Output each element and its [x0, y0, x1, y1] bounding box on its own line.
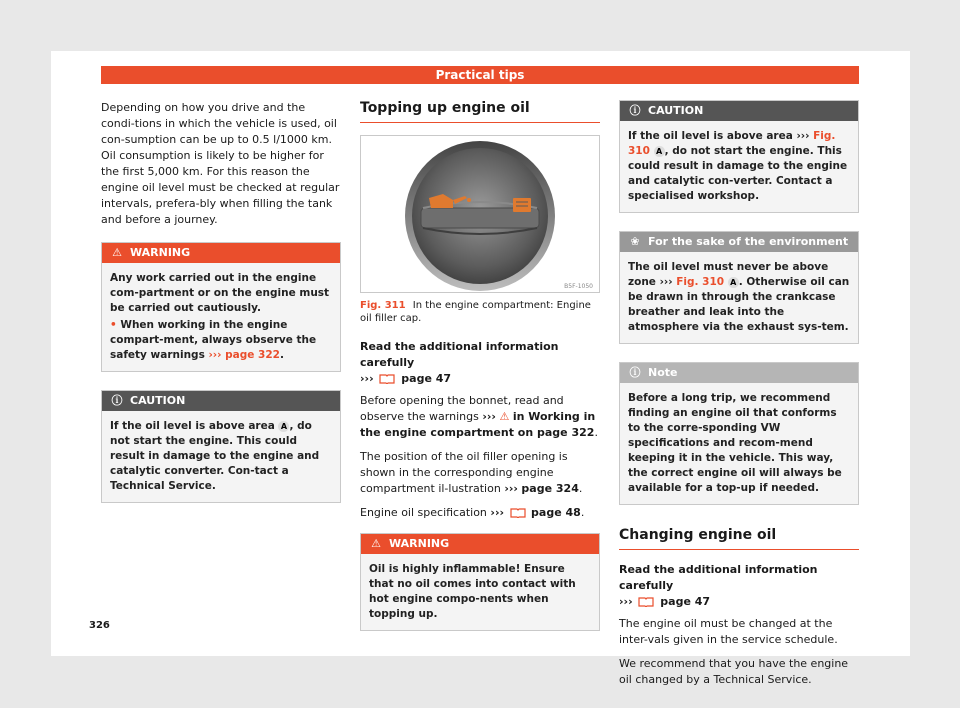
paragraph-change-intervals: The engine oil must be changed at the inter-vals given in the service schedule.: [619, 617, 838, 646]
zone-a-marker: A: [654, 146, 665, 157]
environment-text-a: The oil level must never be above zone: [628, 261, 829, 288]
figure-number: Fig. 311: [360, 300, 406, 311]
note-icon: ⓘ: [629, 366, 641, 379]
environment-icon: ❀: [630, 235, 640, 248]
figure-caption-text: In the engine compartment: Engine oil filler cap.: [360, 300, 591, 324]
caution-title: CAUTION: [648, 104, 704, 117]
fig-310-link[interactable]: Fig. 310: [676, 276, 725, 288]
column-right: [619, 100, 859, 696]
manual-icon: [513, 198, 531, 212]
caution-body: [620, 121, 858, 212]
warning-text: Any work carried out in the engine com-partment or on the engine must be carried out cautiously.: [110, 272, 330, 314]
arrow-icon: ›››: [659, 276, 673, 288]
note-box: [619, 362, 859, 505]
caution-circle-icon: ⓘ: [111, 394, 123, 407]
caution-title: CAUTION: [130, 394, 186, 407]
working-engine-link[interactable]: in Working in the engine compartment on page 322: [360, 410, 596, 439]
book-reference-icon: [638, 597, 654, 607]
period: .: [594, 426, 598, 439]
arrow-icon: ›››: [360, 372, 374, 385]
page-48-link[interactable]: page 48: [531, 506, 581, 519]
book-reference-icon: [510, 508, 526, 518]
arrow-icon: ›››: [482, 410, 496, 423]
section-heading-topping-up: Topping up engine oil: [360, 100, 600, 123]
environment-title: For the sake of the environment: [648, 235, 849, 248]
note-title: Note: [648, 366, 678, 379]
warning-triangle-icon: ⚠: [499, 410, 510, 423]
caution-header: [620, 101, 858, 121]
read-more-line: [360, 339, 600, 387]
arrow-icon: ›››: [796, 130, 810, 142]
intro-paragraph: Depending on how you drive and the condi-tions in which the vehicle is used, oil con-sumption can be up to 0.5 l/1000 km. Oil consumption is likely to be higher for the first 5,000 km. For this reason the engine oil level must be checked at regular intervals, prefera-bly when filling the tank and before a journey.: [101, 101, 340, 226]
caution-box-right: [619, 100, 859, 213]
oil-cap-illustration: [361, 136, 599, 292]
environment-header: [620, 232, 858, 252]
zone-a-marker: A: [278, 421, 289, 432]
zone-a-marker: A: [728, 277, 739, 288]
caution-text-a: If the oil level is above area: [110, 420, 275, 432]
period: .: [580, 506, 585, 519]
read-more-text: Read the additional information carefully: [619, 563, 818, 592]
page-47-link[interactable]: page 47: [660, 595, 711, 608]
warning-bullet-text: When working in the engine compart-ment, always observe the safety warnings: [110, 319, 317, 361]
caution-text-b: , do not start the engine. This could result in damage to the engine and catalytic converter. Con-tact a Technical Service.: [110, 420, 320, 492]
warning-triangle-icon: ⚠: [371, 537, 381, 550]
arrow-icon: ›››: [504, 482, 518, 495]
paragraph-oil-spec: [360, 505, 600, 521]
caution-text-b: , do not start the engine. This could result in damage to the engine and catalytic con-verter. Contact a specialised workshop.: [628, 145, 848, 202]
paragraph-bonnet: [360, 393, 600, 441]
warning-body: [102, 263, 340, 371]
warning-triangle-icon: ⚠: [112, 246, 122, 259]
read-more-line: [619, 562, 859, 610]
page-324-link[interactable]: page 324: [521, 482, 579, 495]
caution-header: [102, 391, 340, 411]
column-left: [101, 100, 341, 521]
section-heading-changing-oil: Changing engine oil: [619, 527, 859, 550]
note-header: [620, 363, 858, 383]
environment-box: [619, 231, 859, 344]
paragraph-filler-position: [360, 449, 600, 497]
caution-text-a: If the oil level is above area: [628, 130, 793, 142]
section-header: Practical tips: [101, 66, 859, 84]
arrow-icon: ›››: [208, 349, 222, 361]
caution-box: [101, 390, 341, 503]
warning-title: WARNING: [130, 246, 191, 259]
warning-box-oil: [360, 533, 600, 631]
note-body: Before a long trip, we recommend finding an engine oil that conforms to the corre-sponding VW specifications and recom-mend keeping it in the vehicle. This way, the correct engine oil will always be available for a top-up if needed.: [628, 392, 842, 494]
arrow-icon: ›››: [490, 506, 505, 519]
environment-text-b: . Otherwise oil can be drawn in through the crankcase breather and leak into the atmosphere via the exhaust sys-tem.: [628, 276, 850, 333]
warning-title: WARNING: [389, 537, 450, 550]
arrow-icon: ›››: [619, 595, 633, 608]
warning-bullet: [110, 318, 332, 363]
column-middle: [360, 100, 600, 649]
p1-text: Before opening the bonnet, read and observe the warnings: [360, 394, 564, 423]
warning-header: [102, 243, 340, 263]
warning-box: [101, 242, 341, 372]
figure-oil-cap: [360, 135, 600, 293]
caution-body: [102, 411, 340, 502]
figure-caption: [360, 299, 600, 325]
paragraph-technical-service: We recommend that you have the engine oil changed by a Technical Service.: [619, 657, 849, 686]
figure-code: B5F-1050: [564, 283, 593, 290]
page-number: 326: [89, 620, 110, 631]
caution-circle-icon: ⓘ: [629, 104, 641, 117]
warning-body: Oil is highly inflammable! Ensure that no oil comes into contact with hot engine compo-nents when topping up.: [369, 563, 576, 620]
environment-body: [620, 252, 858, 343]
p3-text: Engine oil specification: [360, 506, 487, 519]
warning-header: [361, 534, 599, 554]
fig-310-link[interactable]: Fig. 310: [628, 130, 836, 157]
period: .: [578, 482, 583, 495]
page-47-link[interactable]: page 47: [401, 372, 452, 385]
period: .: [279, 349, 284, 361]
book-reference-icon: [379, 374, 395, 384]
p2-text: The position of the oil filler opening is shown in the corresponding engine compartment il-lustration: [360, 450, 568, 495]
bullet-dot: •: [110, 319, 117, 331]
page-322-link[interactable]: page 322: [225, 349, 280, 361]
read-more-text: Read the additional information carefully: [360, 340, 559, 369]
